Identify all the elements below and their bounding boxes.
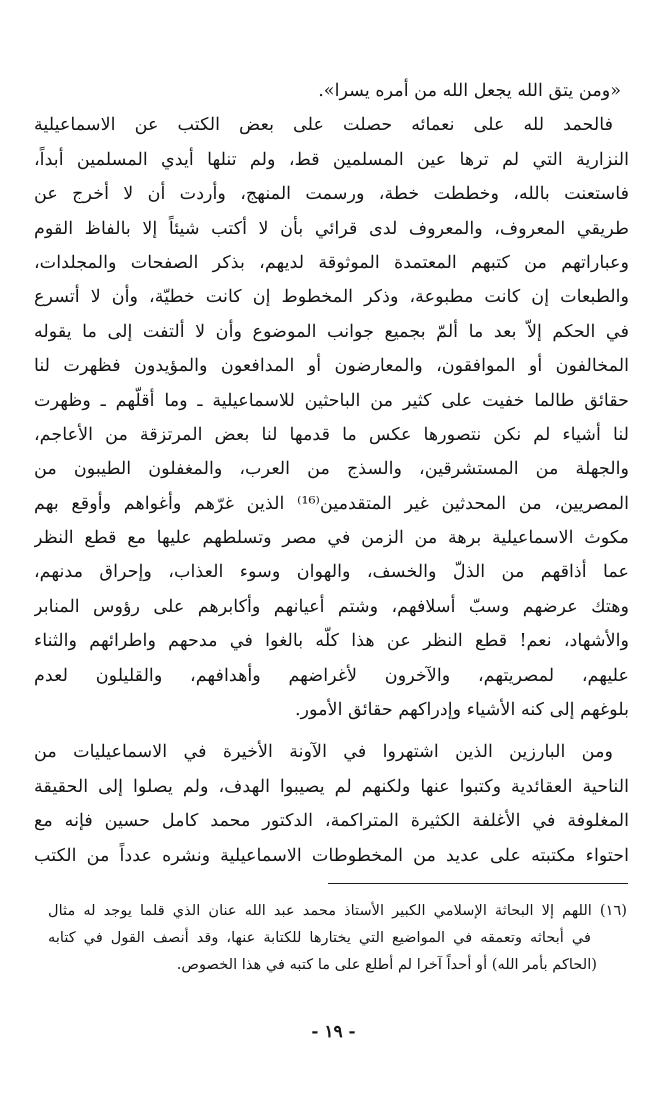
- text-line: حقائق طالما خفيت على كثير من الباحثين للاسماعيلية ـ وما أقلّهم ـ وظهرت: [34, 390, 629, 411]
- text-line: فاستعنت بالله، وخططت خطة، ورسمت المنهج، وأردت أن لا أخرج عن: [34, 184, 629, 205]
- footnote-separator: [328, 883, 628, 884]
- text-line: المغلوفة في الأغلفة الكثيرة المتراكمة، الدكتور محمد كامل حسين فإنه مع: [34, 811, 629, 832]
- text-line: والأشهاد، نعم! قطع النظر عن هذا كلّه بالغوا في مدحهم واطرائهم والثناء: [34, 631, 629, 652]
- footnote: [48, 897, 627, 978]
- main-text: [34, 74, 629, 873]
- text-line: والجهلة من المستشرقين، والسذج من العرب، والمغفلون الطيبون من: [34, 459, 629, 480]
- page-number: - ١٩ -: [311, 1022, 356, 1042]
- text-line: احتواء مكتبته على عديد من المخطوطات الاسماعيلية ونشره عدداً من الكتب: [34, 845, 629, 866]
- text-line: طريقي المعروف، والمعروف لدى قرائي بأن لا أكتب شيئاً إلا بالفاظ القوم: [34, 218, 629, 239]
- text-line: في الحكم إلاّ بعد ما ألمّ بجميع جوانب الموضوع وأن لا ألتفت إلى ما يقوله: [34, 321, 629, 342]
- text-line: ومن البارزين الذين اشتهروا في الآونة الأخيرة في الاسماعيليات من: [34, 742, 613, 763]
- text-line: والطبعات إن كانت مطبوعة، وذكر المخطوط إن كانت خطيّة، وأن لا أتسرع: [34, 287, 629, 308]
- footnote-line: (١٦) اللهم إلا البحاثة الإسلامي الكبير الأستاذ محمد عبد الله عنان الذي قلما يوجد له مثال: [48, 902, 627, 919]
- text-line: المصريين، من المحدثين غير المتقدمين⁽¹⁶⁾ الذين غرّهم وأغواهم وأوقع بهم: [34, 493, 629, 514]
- text-line: بلوغهم إلى كنه الأشياء وإدراكهم حقائق الأمور.: [294, 700, 629, 721]
- footnote-line: في أبحاثه وتعمقه في المواضيع التي يختارها للكتابة عنها، وقد أنصف القول في كتابه: [48, 929, 591, 946]
- footnote-line: (الحاكم بأمر الله) أو أحداً آخرا لم أطلع على ما كتبه في هذا الخصوص.: [176, 956, 597, 973]
- text-line: المخالفون أو الموافقون، والمعارضون أو المدافعون والمؤيدون فظهرت لنا: [34, 356, 629, 377]
- text-line: فالحمد لله على نعمائه حصلت على بعض الكتب عن الاسماعيلية: [34, 115, 613, 136]
- text-line: النزارية التي لم ترها عين المسلمين قط، ولم تنلها أيدي المسلمين أبداً،: [34, 149, 629, 170]
- text-line: وعباراتهم من كتبهم المعتمدة الموثوقة لديهم، بذكر الصفحات والمجلدات،: [34, 252, 629, 273]
- text-line: عما أذاقهم من الذلّ والخسف، والهوان وسوء العذاب، وإحراق مدنهم،: [34, 562, 629, 583]
- paragraph-gap: [34, 727, 629, 735]
- text-line: الناحية العقائدية وكتبوا عنها ولكنهم لم يصيبوا الهدف، ولم يصلوا إلى الحقيقة: [34, 776, 629, 797]
- text-line: عليهم، لمصريتهم، والآخرون لأغراضهم وأهدافهم، والقليلون لعدم: [34, 665, 629, 686]
- text-line: مكوث الاسماعيلية برهة من الزمن في مصر وتسلطهم عليها مع قطع النظر: [34, 528, 629, 549]
- text-line: وهتك عرضهم وسبّ أسلافهم، وشتم أعيانهم وأكابرهم على رؤوس المنابر: [34, 596, 629, 617]
- text-line: «ومن يتق الله يجعل الله من أمره يسرا».: [318, 81, 621, 101]
- text-line: لنا أشياء لم نكن نتصورها عكس ما قدمها لنا بعض المرتزقة من الأعاجم،: [34, 424, 629, 445]
